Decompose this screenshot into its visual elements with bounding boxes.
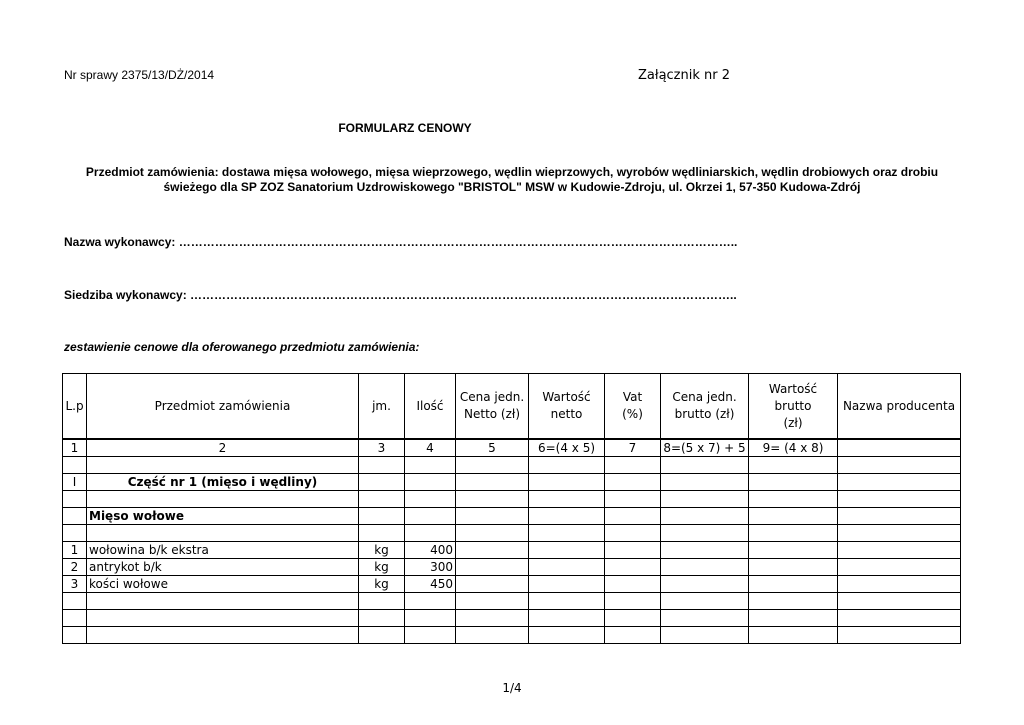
numbering-cell: 2 <box>87 439 359 457</box>
item-vat[interactable] <box>605 542 661 559</box>
item-lp: 2 <box>63 559 87 576</box>
empty-row <box>63 491 961 508</box>
item-gross-value[interactable] <box>749 559 838 576</box>
item-net-value[interactable] <box>529 559 605 576</box>
empty-row <box>63 627 961 644</box>
header-vat-line-2: (%) <box>622 407 643 421</box>
header-net-price <box>456 374 529 440</box>
item-net-price[interactable] <box>456 559 529 576</box>
item-unit: kg <box>359 542 405 559</box>
header-net-price-line-1: Cena jedn. <box>459 390 525 404</box>
empty-row <box>63 593 961 610</box>
contractor-seat-field: Siedziba wykonawcy: ……………………………………………………………………………………………………………………….. <box>64 288 737 302</box>
item-qty: 450 <box>405 576 456 593</box>
header-item: Przedmiot zamówienia <box>87 374 359 440</box>
header-net-value-line-2: netto <box>550 407 583 421</box>
header-gross-value-line-1: Wartość brutto <box>768 381 818 413</box>
header-producer: Nazwa producenta <box>838 374 961 440</box>
header-qty: Ilość <box>405 374 456 440</box>
item-name: antrykot b/k <box>87 559 359 576</box>
item-gross-value[interactable] <box>749 542 838 559</box>
item-lp: 1 <box>63 542 87 559</box>
item-qty: 400 <box>405 542 456 559</box>
header-gross-value-line-2: (zł) <box>783 415 803 430</box>
form-title: FORMULARZ CENOWY <box>338 121 472 135</box>
order-subject-line-2: świeżego dla SP ZOZ Sanatorium Uzdrowiskowego "BRISTOL" MSW w Kudowie-Zdroju, ul. Okrzei 1, 57-350 Kudowa-Zdrój <box>163 180 861 194</box>
order-subject <box>60 165 964 195</box>
page-number: 1/4 <box>502 681 522 695</box>
item-gross-price[interactable] <box>661 576 749 593</box>
empty-row <box>63 457 961 474</box>
header-gross-price-line-1: Cena jedn. <box>672 390 737 404</box>
part-number: I <box>63 474 87 491</box>
item-gross-price[interactable] <box>661 559 749 576</box>
item-vat[interactable] <box>605 559 661 576</box>
item-producer[interactable] <box>838 576 961 593</box>
item-net-value[interactable] <box>529 576 605 593</box>
item-net-price[interactable] <box>456 576 529 593</box>
item-unit: kg <box>359 559 405 576</box>
item-name: kości wołowe <box>87 576 359 593</box>
item-qty: 300 <box>405 559 456 576</box>
numbering-cell: 4 <box>405 439 456 457</box>
item-gross-price[interactable] <box>661 542 749 559</box>
numbering-cell: 9= (4 x 8) <box>749 439 838 457</box>
table-row <box>63 576 961 593</box>
empty-row <box>63 610 961 627</box>
part-title: Część nr 1 (mięso i wędliny) <box>87 474 359 491</box>
contractor-name-field: Nazwa wykonawcy: ………………………………………………………………………………………………………………………….. <box>64 235 738 249</box>
price-table <box>62 373 961 644</box>
item-name: wołowina b/k ekstra <box>87 542 359 559</box>
item-producer[interactable] <box>838 542 961 559</box>
header-vat <box>605 374 661 440</box>
numbering-cell <box>838 439 961 457</box>
table-row <box>63 559 961 576</box>
numbering-cell: 3 <box>359 439 405 457</box>
header-lp: L.p <box>63 374 87 440</box>
category-row <box>63 508 961 525</box>
numbering-cell: 7 <box>605 439 661 457</box>
numbering-row <box>63 439 961 457</box>
header-gross-price <box>661 374 749 440</box>
annex-label: Załącznik nr 2 <box>638 68 731 83</box>
item-producer[interactable] <box>838 559 961 576</box>
case-number: Nr sprawy 2375/13/DŻ/2014 <box>64 68 215 82</box>
header-net-price-line-2: Netto (zł) <box>464 407 520 421</box>
category-label: Mięso wołowe <box>87 508 359 525</box>
header-vat-line-1: Vat <box>622 390 643 404</box>
header-net-value <box>529 374 605 440</box>
header-unit: jm. <box>359 374 405 440</box>
table-header-row <box>63 374 961 440</box>
header-gross-price-line-2: brutto (zł) <box>674 407 735 421</box>
part-row <box>63 474 961 491</box>
item-vat[interactable] <box>605 576 661 593</box>
price-section-label: zestawienie cenowe dla oferowanego przedmiotu zamówienia: <box>64 340 420 354</box>
item-net-price[interactable] <box>456 542 529 559</box>
empty-row <box>63 525 961 542</box>
table-row <box>63 542 961 559</box>
item-lp: 3 <box>63 576 87 593</box>
order-subject-line-1: Przedmiot zamówienia: dostawa mięsa wołowego, mięsa wieprzowego, wędlin wieprzowych, wyrobów wędliniarskich, wędlin drobiowych oraz drobiu <box>85 165 939 179</box>
numbering-cell: 8=(5 x 7) + 5 <box>661 439 749 457</box>
item-gross-value[interactable] <box>749 576 838 593</box>
numbering-cell: 6=(4 x 5) <box>529 439 605 457</box>
header-net-value-line-1: Wartość <box>542 390 591 404</box>
item-unit: kg <box>359 576 405 593</box>
header-gross-value <box>749 374 838 440</box>
item-net-value[interactable] <box>529 542 605 559</box>
numbering-cell: 1 <box>63 439 87 457</box>
numbering-cell: 5 <box>456 439 529 457</box>
